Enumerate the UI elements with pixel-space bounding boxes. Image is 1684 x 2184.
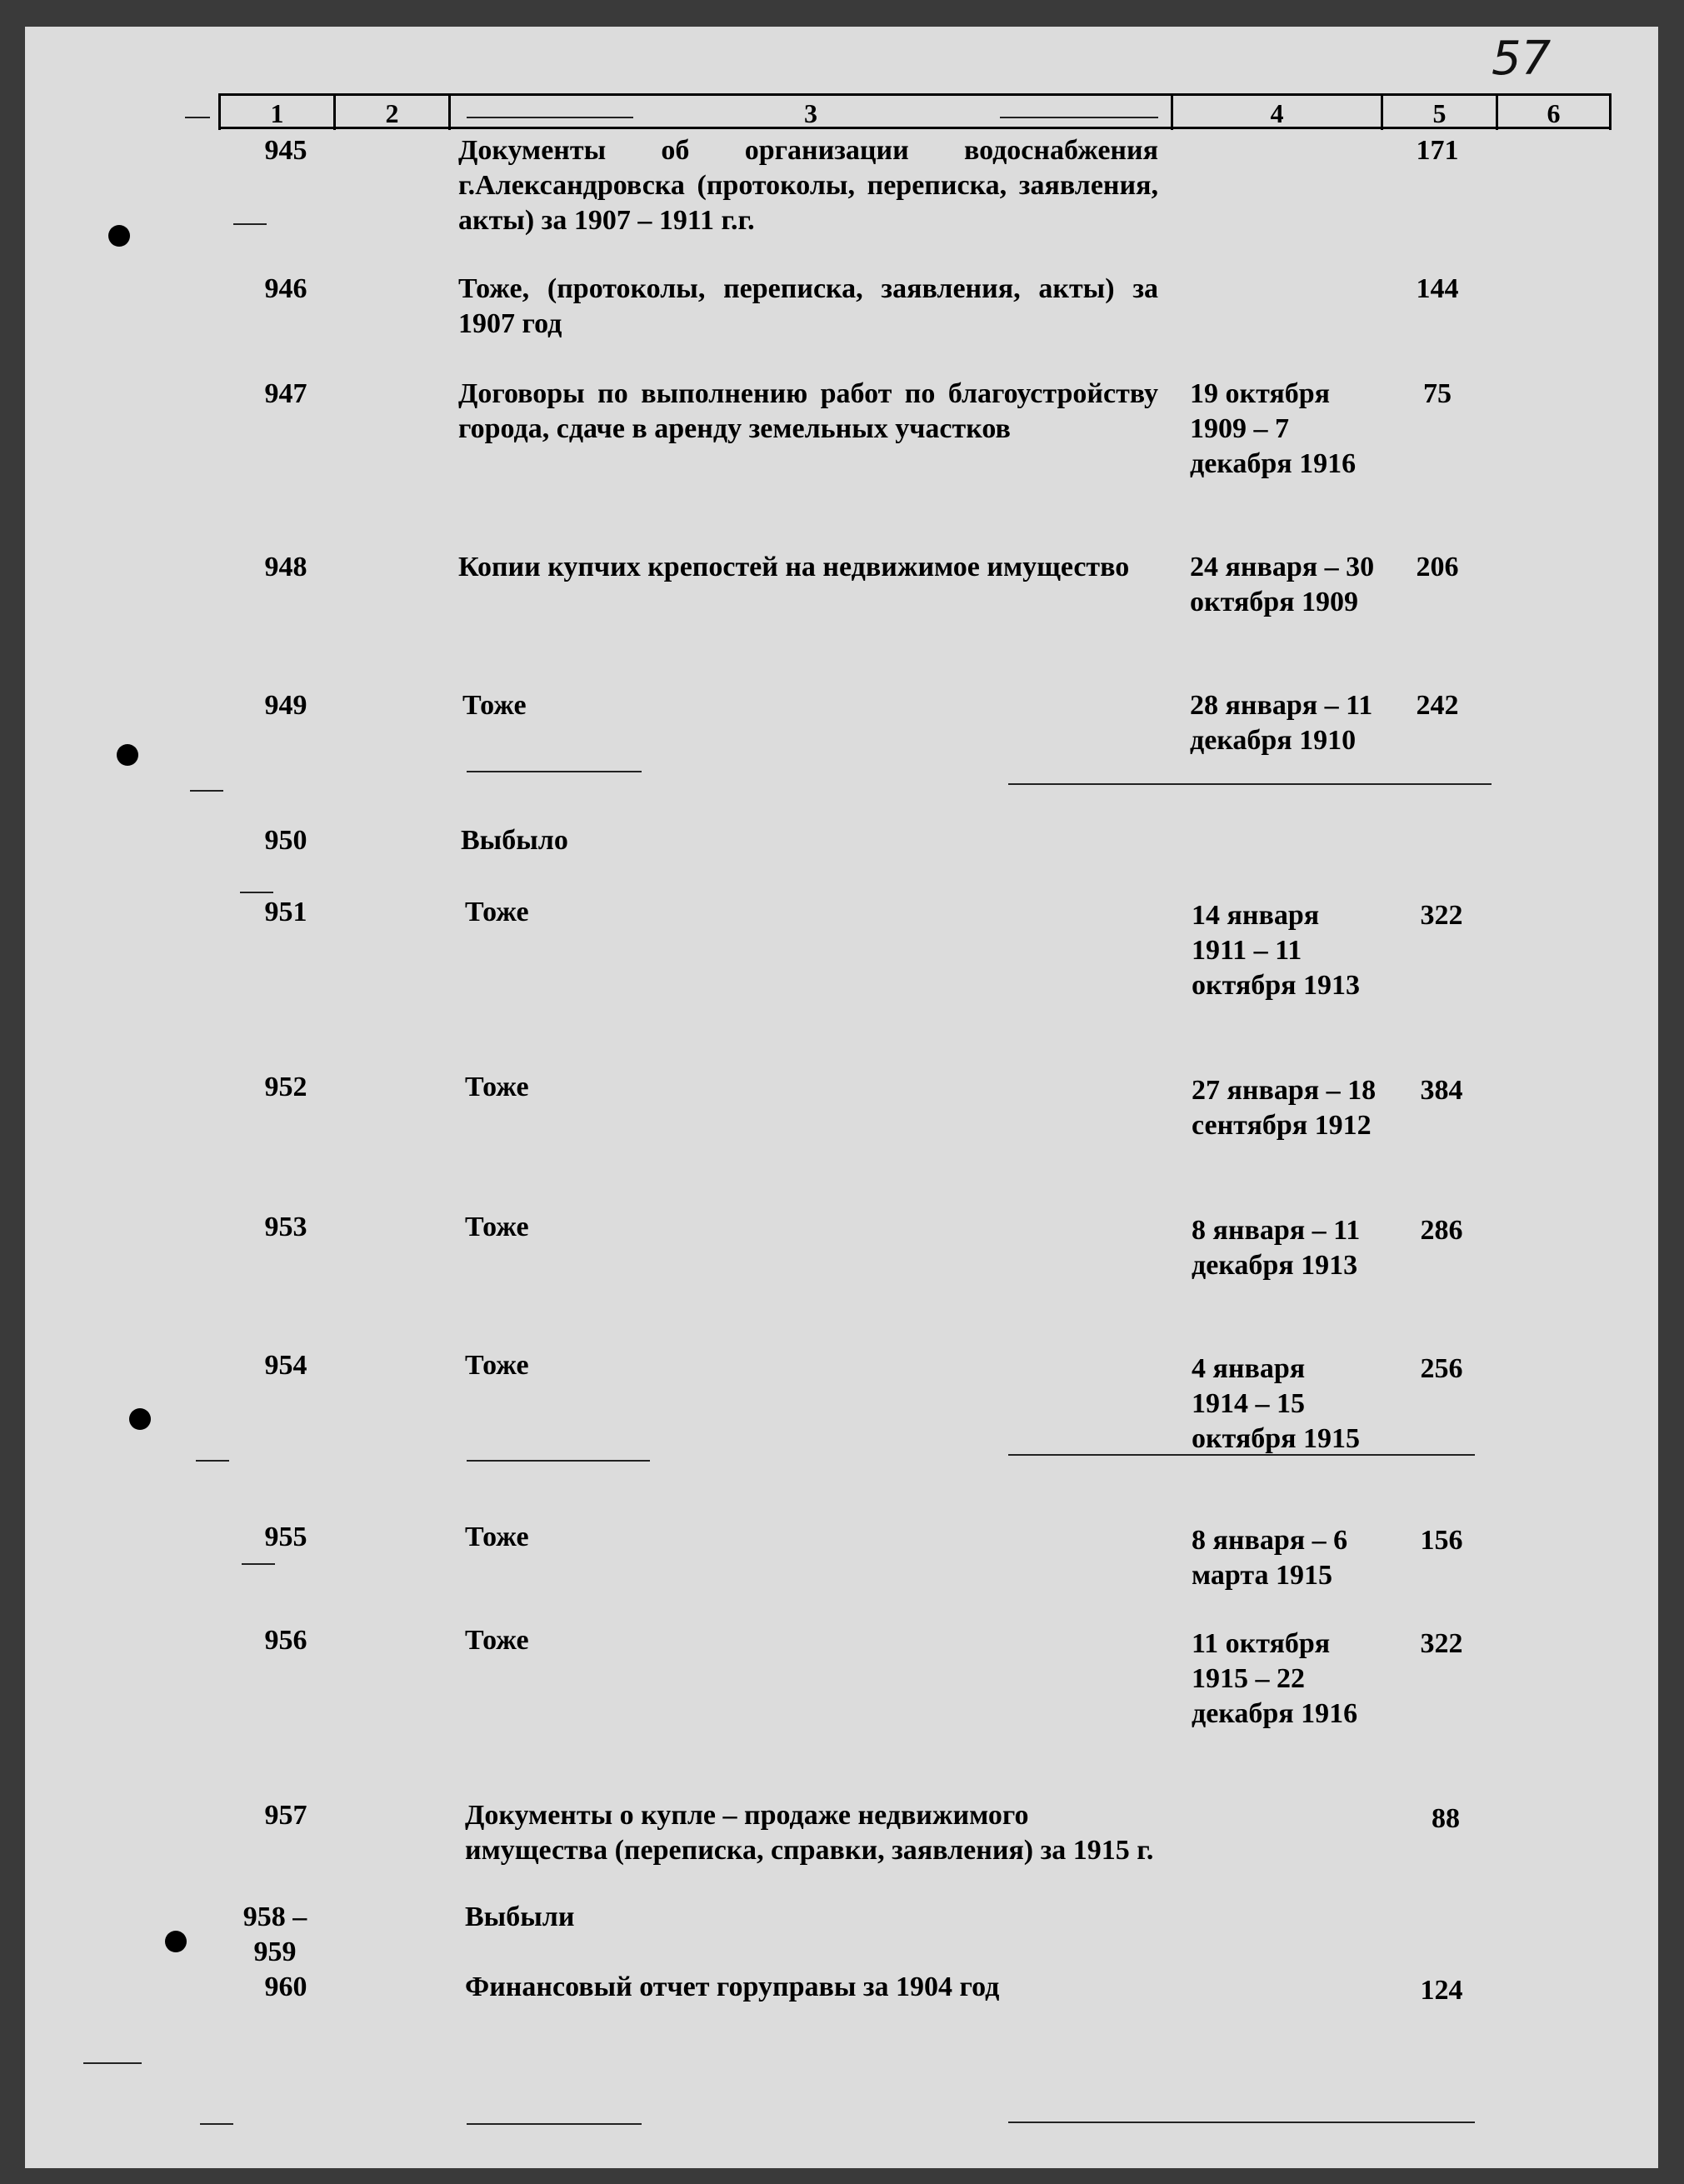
scan-mark [233,223,267,225]
record-title: Тоже, (протоколы, переписка, заявления, акты) за 1907 год [458,273,1158,339]
header-top-rule [218,93,1612,96]
record-title: Тоже [465,1072,529,1102]
record-title: Тоже [465,1212,529,1242]
record-pages: 124 [1420,1975,1463,2006]
record-title: Тоже [465,1522,529,1552]
punch-hole [117,744,138,766]
header-divider [1609,93,1612,130]
record-dates: 14 января 1911 – 11 октября 1913 [1192,900,1361,1001]
record-pages: 206 [1416,552,1459,582]
record-number: 950 [264,825,307,856]
record-number: 947 [264,378,307,409]
column-header-2: 2 [385,98,399,128]
punch-hole [129,1408,151,1430]
scan-mark [190,790,223,792]
record-title: Выбыло [461,825,568,856]
record-number: 955 [264,1522,307,1552]
column-header-5: 5 [1432,98,1447,128]
column-header-3: 3 [804,98,817,128]
record-pages: 384 [1420,1075,1463,1106]
scan-mark [1008,1454,1475,1456]
record-pages: 156 [1420,1525,1463,1556]
record-title: Документы о купле – продаже недвижимого имущества (переписка, справки, заявления) за 1915 г. [465,1800,1154,1866]
scan-mark [1008,783,1492,785]
record-number: 956 [264,1625,307,1656]
record-number: 958 – 959 [242,1902,307,1967]
record-title: Тоже [462,690,527,721]
column-header-4: 4 [1270,98,1284,128]
scan-mark [467,1460,650,1462]
record-pages: 322 [1420,900,1463,931]
record-dates: 19 октября 1909 – 7 декабря 1916 [1190,378,1357,479]
record-pages: 144 [1416,273,1459,304]
record-number: 954 [264,1350,307,1381]
column-header-1: 1 [270,98,284,128]
record-pages: 88 [1432,1803,1460,1834]
scan-mark [185,117,210,118]
record-dates: 11 октября 1915 – 22 декабря 1916 [1192,1628,1358,1729]
scan-mark [242,1563,275,1565]
scan-mark [200,2123,233,2125]
record-title: Тоже [465,1625,529,1656]
record-dates: 27 января – 18 сентября 1912 [1192,1075,1377,1141]
record-title: Выбыли [465,1902,575,1932]
record-number: 953 [264,1212,307,1242]
scan-mark [1008,2122,1475,2123]
scan-mark [467,117,633,118]
record-number: 951 [264,897,307,927]
record-dates: 28 января – 11 декабря 1910 [1190,690,1373,756]
record-number: 957 [264,1800,307,1831]
record-pages: 286 [1420,1215,1463,1246]
scan-mark [240,892,273,893]
scan-mark [83,2062,142,2064]
record-number: 952 [264,1072,307,1102]
record-title: Тоже [465,1350,529,1381]
record-title: Тоже [465,897,529,927]
record-number: 945 [264,135,307,166]
column-header-6: 6 [1547,98,1561,128]
record-number: 946 [264,273,307,304]
record-number: 949 [264,690,307,721]
record-number: 948 [264,552,307,582]
punch-hole [165,1931,187,1952]
record-title: Документы об организации водоснабжения г.Александровска (протоколы, переписка, заявления, акты) за 1907 – 1911 г.г. [458,135,1158,236]
record-number: 960 [264,1972,307,2002]
record-pages: 256 [1420,1353,1463,1384]
record-pages: 322 [1420,1628,1463,1659]
record-title: Договоры по выполнению работ по благоустройству города, сдаче в аренду земельных участков [458,378,1158,444]
record-dates: 8 января – 11 декабря 1913 [1192,1215,1361,1281]
scan-mark [196,1460,229,1462]
record-title: Финансовый отчет горуправы за 1904 год [465,1972,1000,2002]
record-dates: 4 января 1914 – 15 октября 1915 [1192,1353,1361,1454]
scan-mark [1000,117,1158,118]
record-pages: 242 [1416,690,1459,721]
record-pages: 75 [1423,378,1452,409]
punch-hole [108,225,130,247]
record-dates: 8 января – 6 марта 1915 [1192,1525,1348,1591]
record-pages: 171 [1416,135,1459,166]
scan-mark [467,2123,642,2125]
record-dates: 24 января – 30 октября 1909 [1190,552,1375,617]
page-number: 57 [1492,32,1552,86]
scan-mark [467,771,642,772]
record-title: Копии купчих крепостей на недвижимое имущество [458,552,1130,582]
